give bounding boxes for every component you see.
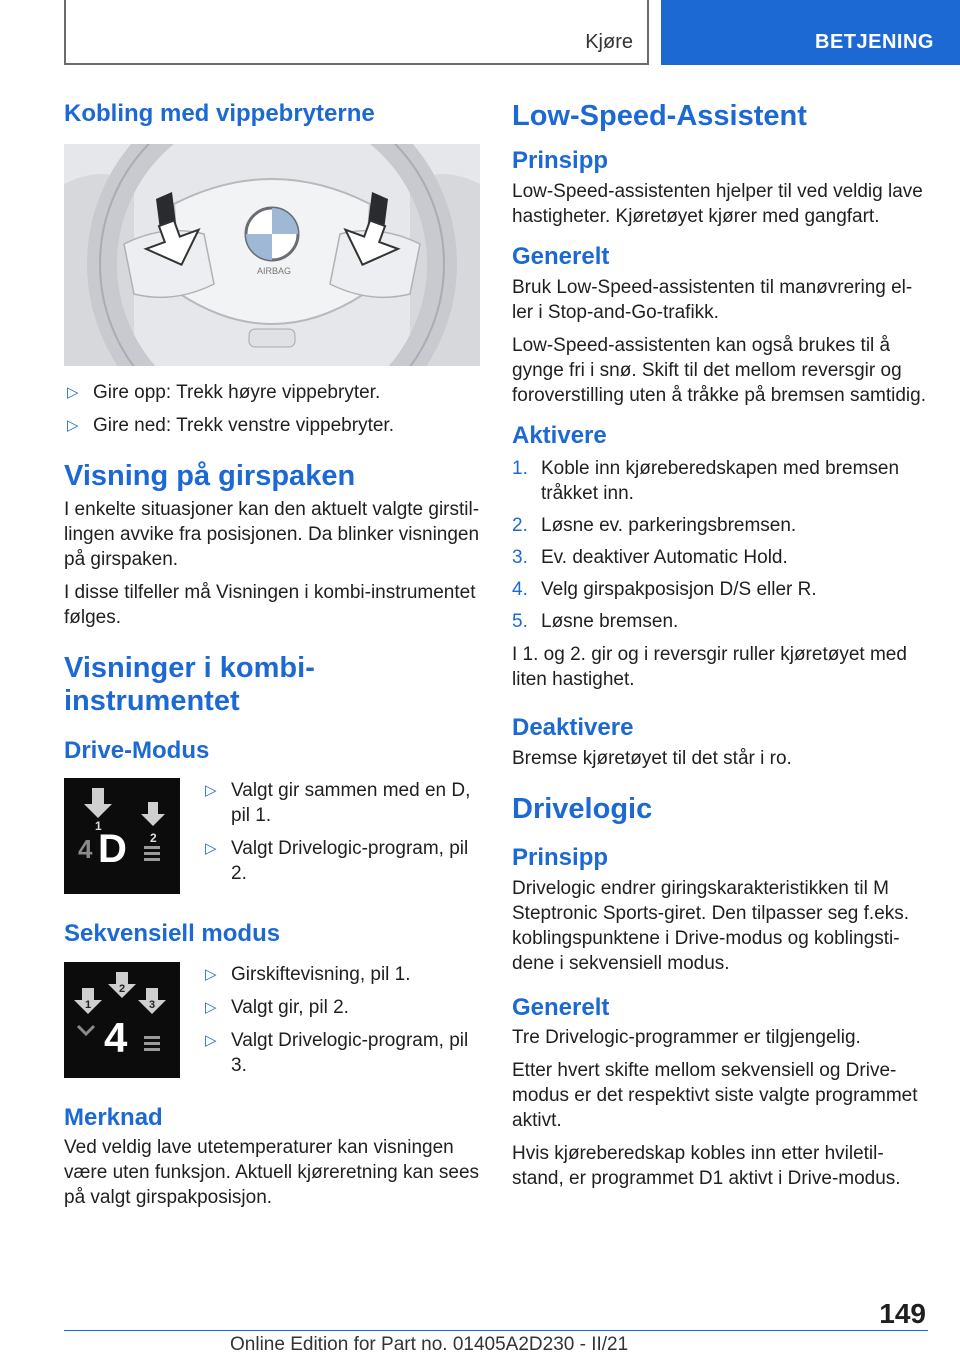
triangle-bullet-icon: ▷ <box>67 383 79 401</box>
svg-text:1: 1 <box>95 819 102 834</box>
triangle-bullet-icon: ▷ <box>67 416 79 434</box>
paragraph: Etter hvert skifte mellom sekvensiell og Drive-modus er det respektivt siste valgte programmet aktivt. <box>512 1060 918 1132</box>
section-tab[interactable] <box>661 0 960 65</box>
drive-mode-row <box>64 778 480 894</box>
sequential-mode-display <box>64 962 180 1078</box>
list-item: 1. Koble inn kjøreberedskapen med bremsen tråkket inn. <box>512 458 900 505</box>
heading-drive-mode: Drive-Modus <box>64 736 210 764</box>
heading-general: Generelt <box>512 242 610 270</box>
triangle-bullet-icon: ▷ <box>205 840 217 858</box>
list-item: ▷ Valgt Drivelogic-program, pil 3. <box>205 1029 469 1076</box>
paragraph: Low-Speed-assistenten hjelper til ved veldig lave hastigheter. Kjøretøyet kjører med gangfart. <box>512 180 923 227</box>
heading-principle: Prinsipp <box>512 147 609 175</box>
section-tab-label: BETJENING <box>815 31 934 53</box>
steering-wheel-illustration <box>64 144 480 366</box>
heading-sequential-mode: Sekvensiell modus <box>64 920 281 948</box>
triangle-bullet-icon: ▷ <box>205 1031 217 1049</box>
svg-text:1: 1 <box>85 998 92 1011</box>
footer-divider <box>64 1330 928 1331</box>
paragraph: Bruk Low-Speed-assistenten til manøvrering el-ler i Stop-and-Go-trafikk. <box>512 276 913 323</box>
paragraph: Tre Drivelogic-programmer er tilgjengelig. <box>512 1027 861 1049</box>
svg-text:4: 4 <box>78 834 93 865</box>
svg-text:2: 2 <box>150 831 157 846</box>
svg-text:4: 4 <box>104 1013 128 1061</box>
list-item: 5. Løsne bremsen. <box>512 611 679 633</box>
chapter-title: Kjøre <box>585 31 633 53</box>
heading-principle: Prinsipp <box>512 844 609 872</box>
heading-note: Merknad <box>64 1103 163 1131</box>
paragraph: I disse tilfeller må Visningen i kombi-instrumentet følges. <box>64 581 476 628</box>
paragraph: Bremse kjøretøyet til det står i ro. <box>512 747 792 769</box>
page-number: 149 <box>879 1298 926 1329</box>
drive-mode-bullet-list <box>202 778 480 894</box>
paragraph: Ved veldig lave utetemperaturer kan visningen være uten funksjon. Aktuell kjøreretning kan sees på valgt girspakposisjon. <box>64 1137 480 1209</box>
left-column <box>64 100 480 1210</box>
paragraph: I 1. og 2. gir og i reversgir ruller kjøretøyet med liten hastighet. <box>512 644 907 691</box>
heading-instrument-displays: Visninger i kombi-instrumentet <box>64 651 315 718</box>
header-box <box>64 0 649 65</box>
paragraph: Drivelogic endrer giringskarakteristikken til M Steptronic Sports-giret. Den tilpasser seg f.eks. koblingspunktene i Drive-modus og koblingsti-dene i sekvensiell modus. <box>512 877 910 974</box>
paragraph: I enkelte situasjoner kan den aktuelt valgte girstil-lingen avvike fra posisjonen. Da blinker visningen på girspaken. <box>64 498 480 570</box>
triangle-bullet-icon: ▷ <box>205 782 217 800</box>
list-item: ▷ Gire opp: Trekk høyre vippebryter. <box>67 381 381 403</box>
list-item: ▷ Girskiftevisning, pil 1. <box>205 963 411 985</box>
triangle-bullet-icon: ▷ <box>205 965 217 983</box>
list-item: 4. Velg girspakposisjon D/S eller R. <box>512 579 817 601</box>
heading-deactivate: Deaktivere <box>512 714 634 742</box>
list-item: ▷ Valgt Drivelogic-program, pil 2. <box>205 838 469 885</box>
sequential-mode-row <box>64 962 480 1078</box>
triangle-bullet-icon: ▷ <box>205 998 217 1016</box>
list-item: ▷ Valgt gir sammen med en D, pil 1. <box>205 780 471 827</box>
activation-steps <box>512 456 928 634</box>
svg-text:D: D <box>98 827 127 872</box>
svg-text:2: 2 <box>119 982 126 995</box>
heading-paddles: Kobling med vippebryterne <box>64 100 375 127</box>
heading-activate: Aktivere <box>512 421 607 449</box>
list-item: 2. Løsne ev. parkeringsbremsen. <box>512 515 797 537</box>
airbag-label: AIRBAG <box>257 265 292 276</box>
svg-text:3: 3 <box>149 998 156 1011</box>
list-item: ▷ Gire ned: Trekk venstre vippebryter. <box>67 414 394 436</box>
drive-mode-display <box>64 778 180 894</box>
paragraph: Hvis kjøreberedskap kobles inn etter hviletil-stand, er programmet D1 aktivt i Drive-modus. <box>512 1143 901 1190</box>
list-item: ▷ Valgt gir, pil 2. <box>205 996 349 1018</box>
paddle-bullet-list <box>64 380 480 438</box>
heading-general: Generelt <box>512 993 610 1021</box>
footer-edition: Online Edition for Part no. 01405A2D230 - II/21 <box>230 1334 629 1355</box>
sequential-mode-bullet-list <box>202 962 480 1078</box>
heading-drivelogic: Drivelogic <box>512 792 653 825</box>
heading-low-speed-assistant: Low-Speed-Assistent <box>512 100 807 132</box>
list-item: 3. Ev. deaktiver Automatic Hold. <box>512 547 788 569</box>
heading-selector-display: Visning på girspaken <box>64 459 356 492</box>
right-column <box>512 100 928 1191</box>
paragraph: Low-Speed-assistenten kan også brukes til å gynge fri i snø. Skift til det mellom reversgir og foroverstilling uten å tråkke på bremsen samtidig. <box>512 334 926 406</box>
